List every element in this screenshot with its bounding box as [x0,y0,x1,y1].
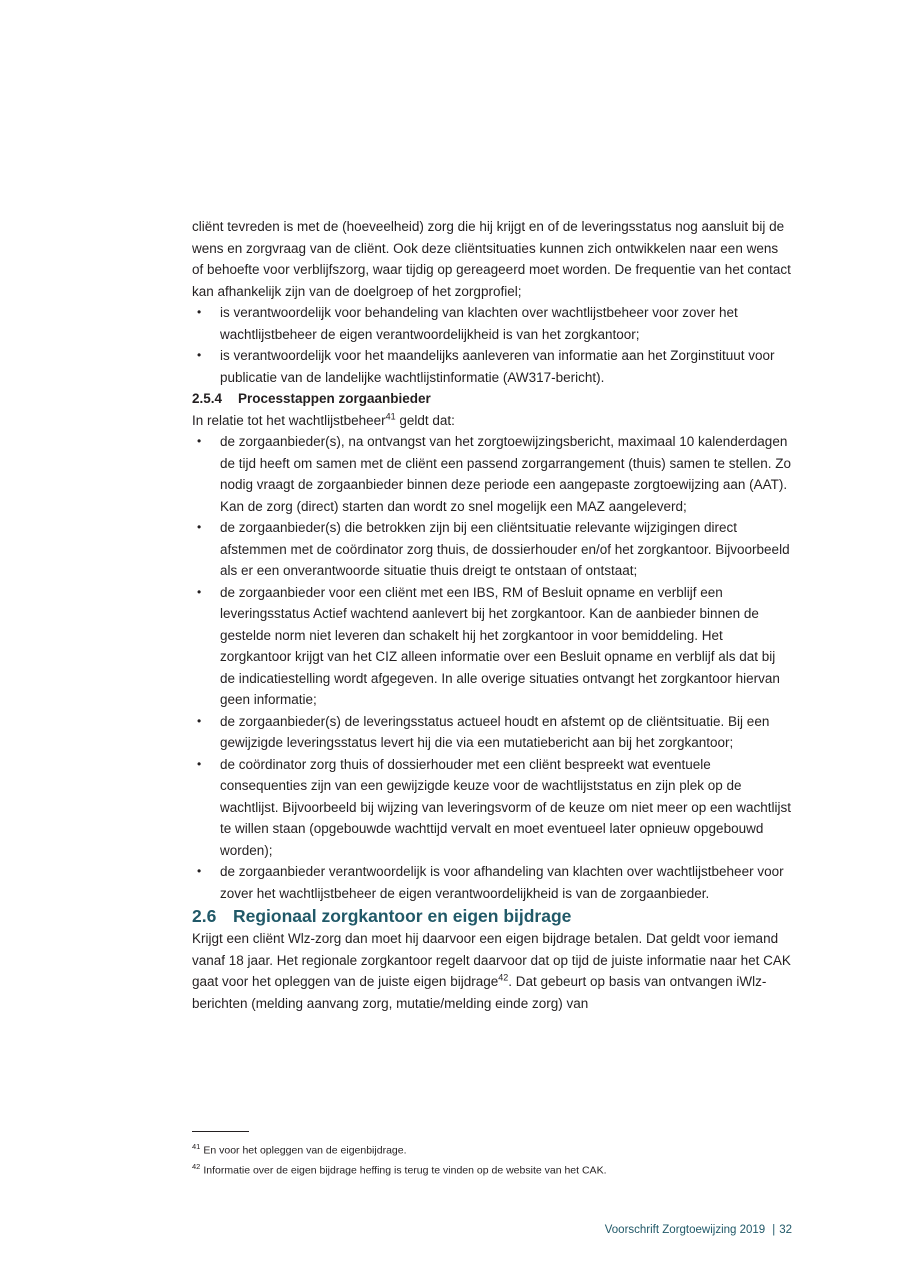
footnote-42 [192,1159,792,1179]
list-item [192,517,792,582]
footnotes-block [192,1131,792,1178]
bullet-text: de zorgaanbieder(s) de leveringsstatus actueel houdt en afstemt op de cliëntsituatie. Bij een gewijzigde leveringsstatus levert hij die via een mutatiebericht aan bij het zorgkantoor; [220,713,770,750]
bullet-text: de zorgaanbieder voor een cliënt met een IBS, RM of Besluit opname en verblijf een leveringsstatus Actief wachtend aanlevert bij het zorgkantoor. Kan de aanbieder binnen de gestelde norm niet leveren dan schakelt hij het zorgkantoor in voor bemiddeling. Het zorgkantoor krijgt van het CIZ alleen informatie over een Besluit opname en verblijf als dat bij de indicatiestelling wordt afgegeven. In alle overige situaties ontvangt het zorgkantoor hiervan geen informatie; [220,584,780,707]
footnote-separator-rule [192,1131,249,1132]
wachtlijstbeheer-intro-line [192,410,792,432]
paragraph-text-after: . Dat gebeurt op basis van ontvangen iWlz-berichten (melding aanvang zorg, mutatie/melding einde zorg) van [192,974,767,1011]
bullet-marker: • [197,864,202,878]
section-title: Processtappen zorgaanbieder [238,391,431,406]
bullet-marker: • [197,348,202,362]
list-item [192,345,792,388]
continuation-paragraph: cliënt tevreden is met de (hoeveelheid) zorg die hij krijgt en of de leveringsstatus nog aansluit bij de wens en zorgvraag van de cliënt. Ook deze cliëntsituaties kunnen zich ontwikkelen naar een wens of behoefte voor verblijfszorg, waar tijdig op gereageerd moet worden. De frequentie van het contact kan afhankelijk zijn van de doelgroep of het zorgprofiel; [192,219,791,299]
bullet-text: de zorgaanbieder(s), na ontvangst van het zorgtoewijzingsbericht, maximaal 10 kalenderdagen de tijd heeft om samen met de cliënt een passend zorgarrangement (thuis) samen te stellen. Zo nodig vraagt de zorgaanbieder binnen deze periode een aangepaste zorgtoewijzing aan (AAT). Kan de zorg (direct) starten dan wordt zo snel mogelijk een MAZ aangeleverd; [220,434,792,514]
bullet-text: de zorgaanbieder verantwoordelijk is voor afhandeling van klachten over wachtlijstbeheer voor zover het wachtlijstbeheer de eigen verantwoordelijkheid is van de zorgaanbieder. [220,864,784,901]
document-title: Voorschrift Zorgtoewijzing 2019 [604,1224,766,1236]
bullet-text: is verantwoordelijk voor behandeling van klachten over wachtlijstbeheer voor zover het wachtlijstbeheer de eigen verantwoordelijkheid is van het zorgkantoor; [220,305,738,342]
section-number: 2.6 [192,906,217,926]
footnote-reference-41: 41 [385,411,396,421]
footnote-reference-42: 42 [498,972,509,983]
list-item [192,302,792,345]
intro-text-after: geldt dat: [395,412,455,428]
page-footer [605,1222,792,1238]
page-number: 32 [779,1224,792,1236]
footnote-number: 42 [192,1161,201,1171]
bullet-marker: • [197,713,202,728]
bullet-marker: • [197,584,202,599]
main-text-column [192,216,792,1014]
section-number: 2.5.4 [192,391,223,406]
footnote-text: Informatie over de eigen bijdrage heffing is terug te vinden op de website van het CAK. [203,1164,607,1176]
bullet-text: de zorgaanbieder(s) die betrokken zijn bij een cliëntsituatie relevante wijzigingen direct afstemmen met de coördinator zorg thuis, de dossierhouder en/of het zorgkantoor. Bijvoorbeeld als er een onverantwoorde situatie thuis dreigt te ontstaan of ontstaat; [220,520,790,578]
bullet-marker: • [197,756,202,771]
footnote-number: 41 [192,1142,201,1151]
intro-text-before: In relatie tot het wachtlijstbeheer [192,412,386,428]
list-item [192,711,792,754]
list-item [192,582,792,711]
footer-separator: | [772,1224,776,1236]
list-item [192,754,792,862]
eigen-bijdrage-paragraph [192,928,792,1014]
bullet-marker: • [197,520,202,534]
bullet-list-zorgaanbieder [192,431,792,904]
list-item [192,861,792,904]
bullet-marker: • [197,305,202,319]
bullet-list-zorgkantoor [192,302,792,388]
bullet-text: de coördinator zorg thuis of dossierhouder met een cliënt bespreekt wat eventuele consequenties zijn van een gewijzigde keuze voor de wachtlijststatus en zijn plek op de wachtlijst. Bijvoorbeeld bij wijzing van leveringsvorm of de keuze om niet meer op een wachtlijst te willen staan (opgebouwde wachttijd vervalt en moet eventueel later opnieuw opgebouwd worden); [220,756,792,858]
section-heading-2-6 [192,904,792,928]
list-item [192,431,792,517]
bullet-marker: • [197,434,202,448]
footnote-41 [192,1139,792,1159]
footnote-text: En voor het opleggen van de eigenbijdrage. [203,1144,407,1157]
section-heading-2-5-4 [192,388,792,410]
section-title: Regionaal zorgkantoor en eigen bijdrage [233,906,572,926]
paragraph-text-before: Krijgt een cliënt Wlz-zorg dan moet hij daarvoor een eigen bijdrage betalen. Dat geldt voor iemand vanaf 18 jaar. Het regionale zorgkantoor regelt daarvoor dat op tijd de juiste informatie naar het CAK gaat voor het opleggen van de juiste eigen bijdrage [192,931,791,989]
bullet-text: is verantwoordelijk voor het maandelijks aanleveren van informatie aan het Zorginstituut voor publicatie van de landelijke wachtlijstinformatie (AW317-bericht). [220,348,775,385]
